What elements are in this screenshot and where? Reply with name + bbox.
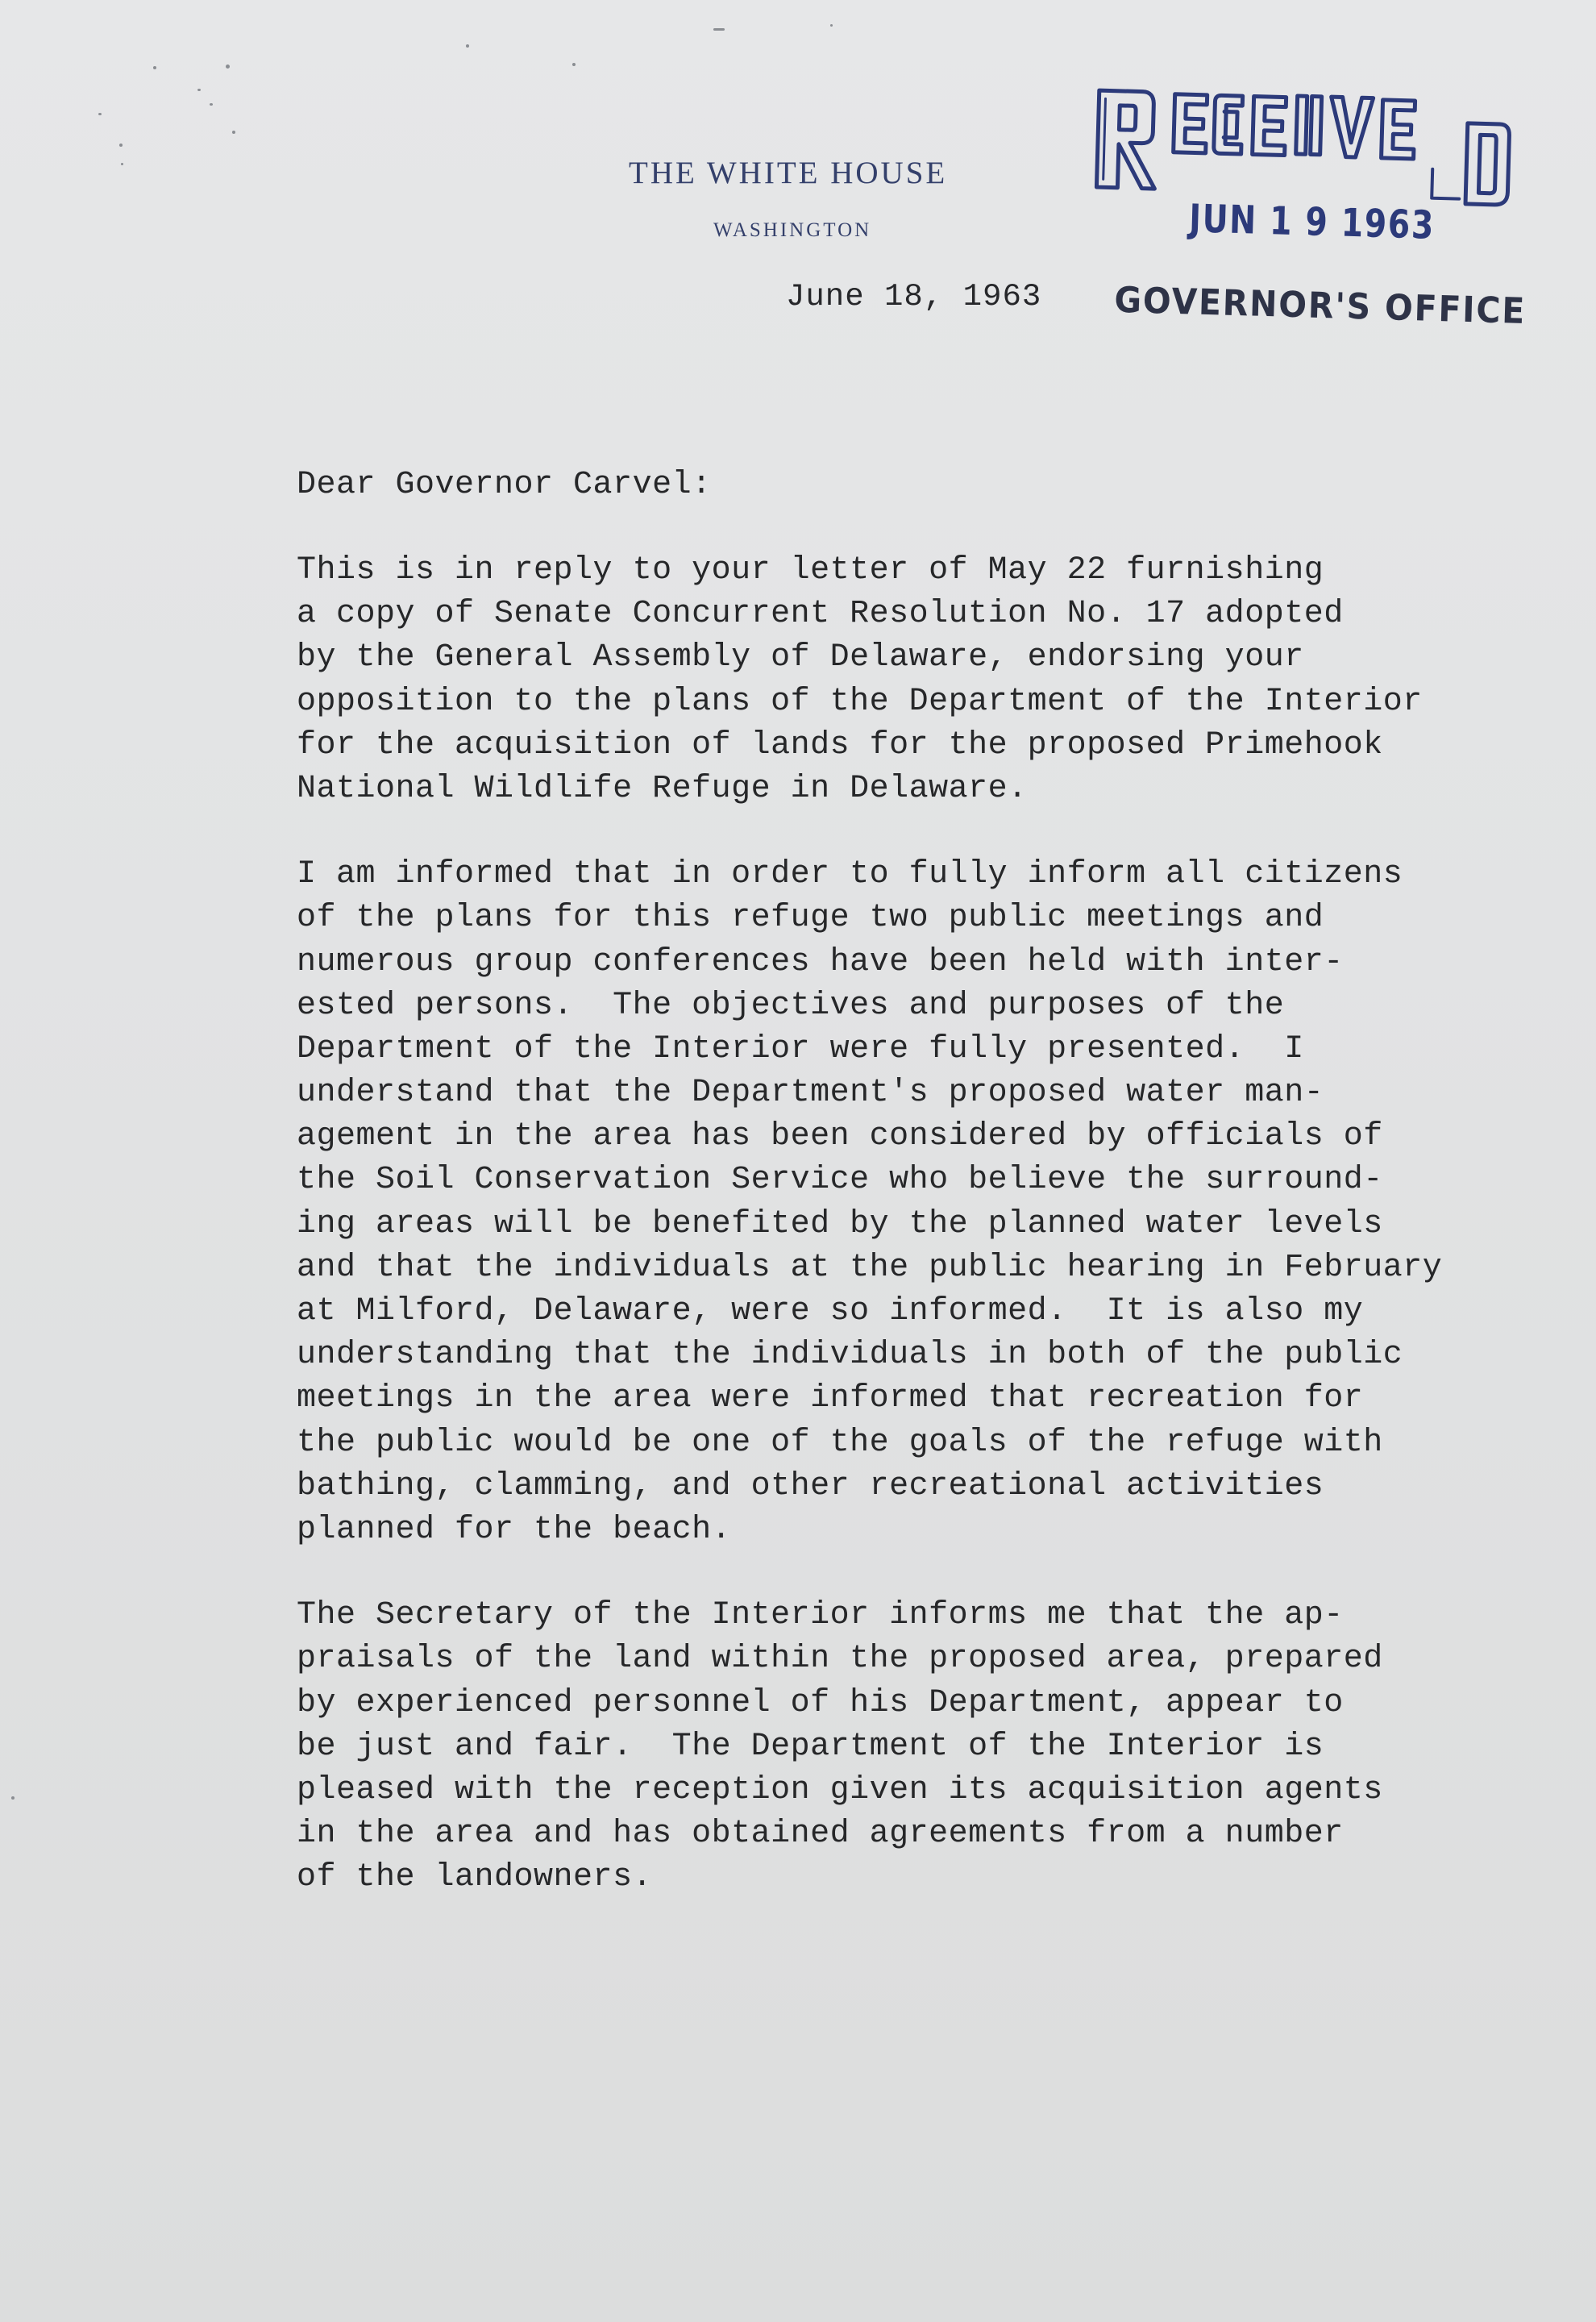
- paper-speck: [713, 28, 725, 31]
- stamp-letter-i: [1296, 96, 1322, 155]
- paper-speck: [226, 64, 230, 69]
- body-line: for the acquisition of lands for the proposed Primehook: [297, 726, 1383, 764]
- received-stamp: [1089, 84, 1548, 363]
- stamp-letter-d: [1432, 123, 1510, 206]
- body-line: the public would be one of the goals of the refuge with: [297, 1424, 1383, 1461]
- body-line: meetings in the area were informed that recreation for: [297, 1380, 1364, 1417]
- body-line: by experienced personnel of his Department, appear to: [297, 1684, 1344, 1721]
- stamp-office: GOVERNOR'S OFFICE: [1113, 279, 1527, 332]
- paragraph-3: [297, 1594, 1409, 1900]
- paragraph-2: [297, 853, 1443, 1552]
- body-line: numerous group conferences have been held with inter-: [297, 943, 1344, 980]
- received-stamp-lettering: [1093, 84, 1548, 210]
- stamp-letter-e: [1253, 96, 1286, 155]
- body-line: at Milford, Delaware, were so informed. It is also my: [297, 1293, 1364, 1330]
- body-line: the Soil Conservation Service who believe the surround-: [297, 1162, 1383, 1199]
- body-line: opposition to the plans of the Department of the Interior: [297, 683, 1423, 720]
- body-line: a copy of Senate Concurrent Resolution No. 17 adopted: [297, 596, 1344, 633]
- paper-speck: [197, 89, 201, 91]
- letter-body: [297, 464, 1443, 1941]
- body-line: in the area and has obtained agreements from a number: [297, 1816, 1344, 1853]
- stamp-letter-e: [1382, 100, 1415, 159]
- body-line: of the landowners.: [297, 1859, 653, 1896]
- body-line: I am informed that in order to fully inform all citizens: [297, 856, 1403, 893]
- stamp-date: JUN 1 9 1963: [1188, 196, 1436, 248]
- body-line: ested persons. The objectives and purposes of the: [297, 987, 1285, 1024]
- stamp-letter-v: [1330, 97, 1374, 157]
- paper-speck: [210, 103, 213, 106]
- body-line: of the plans for this refuge two public meetings and: [297, 900, 1324, 937]
- letterhead-city-text: WASHINGTON: [713, 219, 872, 241]
- paper-speck: [153, 66, 156, 69]
- stamp-letter-r: [1096, 90, 1157, 189]
- paper-speck: [830, 24, 833, 27]
- paper-speck: [11, 1796, 15, 1800]
- paper-speck: [121, 163, 123, 165]
- paper-speck: [572, 63, 576, 66]
- body-line: praisals of the land within the proposed area, prepared: [297, 1641, 1383, 1678]
- body-line: understanding that the individuals in both of the public: [297, 1337, 1403, 1374]
- paragraph-1: [297, 549, 1423, 811]
- letter-date: June 18, 1963: [786, 279, 1042, 314]
- salutation: Dear Governor Carvel:: [297, 467, 712, 503]
- body-line: agement in the area has been considered by officials of: [297, 1118, 1383, 1155]
- body-line: be just and fair. The Department of the Interior is: [297, 1728, 1324, 1765]
- body-line: and that the individuals at the public hearing in February: [297, 1249, 1443, 1286]
- paper-speck: [119, 144, 123, 147]
- stamp-letter-c: [1214, 95, 1243, 154]
- paper-speck: [98, 113, 102, 115]
- body-line: This is in reply to your letter of May 22 furnishing: [297, 552, 1324, 589]
- body-line: National Wildlife Refuge in Delaware.: [297, 770, 1028, 807]
- body-line: ing areas will be benefited by the planned water levels: [297, 1205, 1383, 1242]
- body-line: understand that the Department's proposed water man-: [297, 1075, 1324, 1112]
- body-line: planned for the beach.: [297, 1511, 732, 1548]
- body-line: by the General Assembly of Delaware, endorsing your: [297, 639, 1304, 676]
- body-line: The Secretary of the Interior informs me that the ap-: [297, 1597, 1344, 1634]
- body-line: Department of the Interior were fully presented. I: [297, 1030, 1304, 1067]
- paper-speck: [466, 44, 469, 48]
- paper-speck: [232, 131, 235, 134]
- stamp-letter-e: [1174, 94, 1207, 153]
- letterhead-title-text: THE WHITE HOUSE: [629, 156, 948, 190]
- body-line: pleased with the reception given its acquisition agents: [297, 1771, 1383, 1808]
- body-line: bathing, clamming, and other recreational activities: [297, 1467, 1324, 1504]
